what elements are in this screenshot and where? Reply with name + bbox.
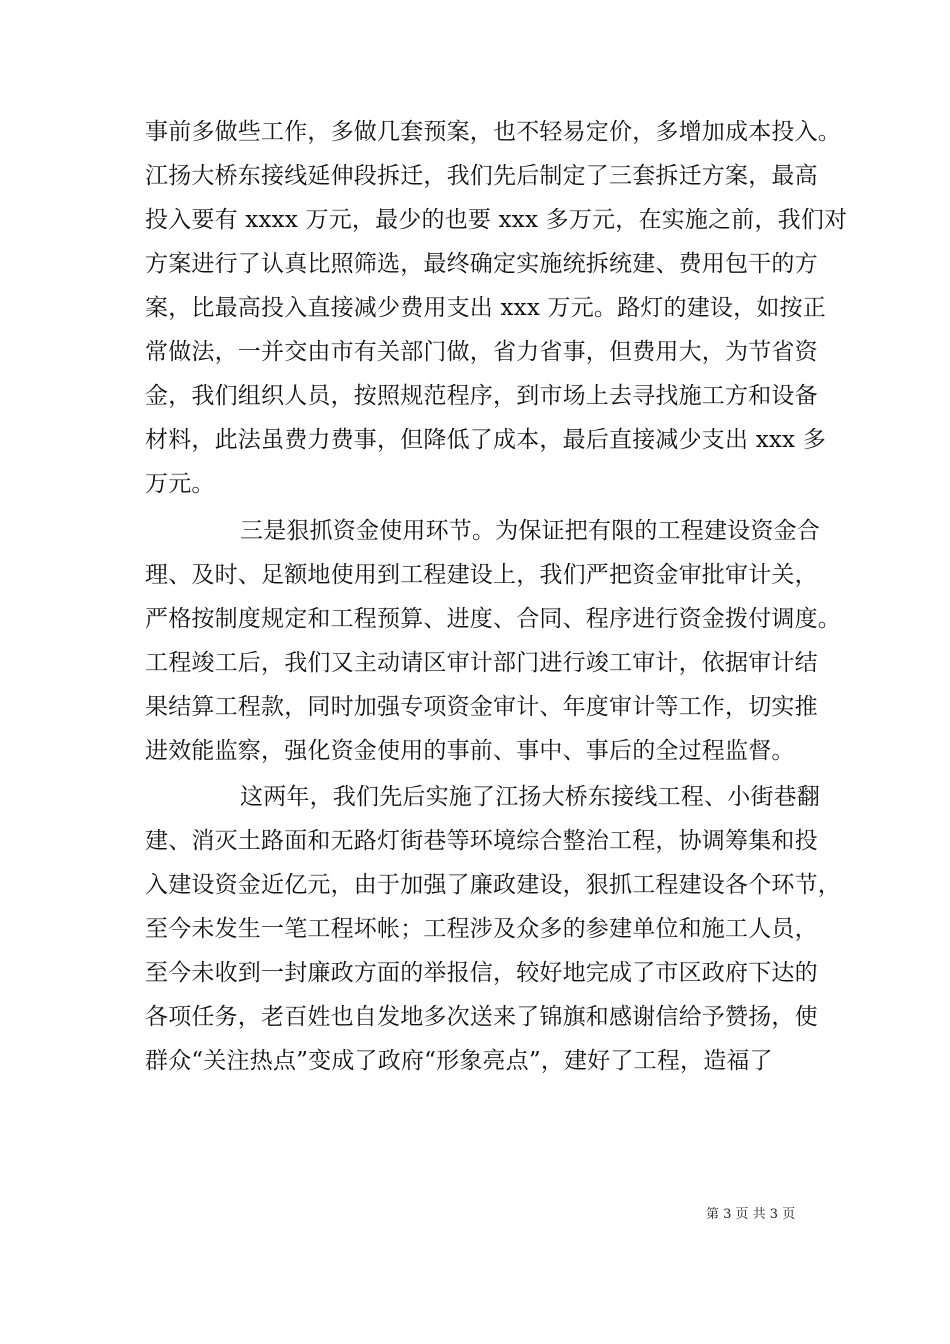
- body-text-line: 理、及时、足额地使用到工程建设上，我们严把资金审批审计关，: [145, 562, 818, 588]
- body-text-line: 万元。: [145, 471, 215, 497]
- body-text-line: 江扬大桥东接线延伸段拆迁，我们先后制定了三套拆迁方案，最高: [145, 163, 818, 189]
- body-text-line: 至今未收到一封廉政方面的举报信，较好地完成了市区政府下达的: [145, 960, 818, 986]
- body-text-line: 至今未发生一笔工程坏帐；工程涉及众多的参建单位和施工人员，: [145, 916, 818, 942]
- body-text-line: 材料，此法虽费力费事，但降低了成本，最后直接减少支出 xxx 多: [145, 427, 826, 453]
- body-text-line: 建、消灭土路面和无路灯街巷等环境综合整治工程，协调筹集和投: [145, 828, 818, 854]
- body-text-line: 事前多做些工作，多做几套预案，也不轻易定价，多增加成本投入。: [145, 119, 841, 145]
- body-text-line: 果结算工程款，同时加强专项资金审计、年度审计等工作，切实推: [145, 694, 818, 720]
- body-text-line: 投入要有 xxxx 万元，最少的也要 xxx 多万元，在实施之前，我们对: [145, 207, 848, 233]
- body-text-line: 工程竣工后，我们又主动请区审计部门进行竣工审计，依据审计结: [145, 650, 818, 676]
- page-number-footer: 第 3 页 共 3 页: [706, 1207, 796, 1222]
- body-text-line: 这两年，我们先后实施了江扬大桥东接线工程、小街巷翻: [240, 784, 820, 810]
- body-text-line: 入建设资金近亿元，由于加强了廉政建设，狠抓工程建设各个环节，: [145, 872, 841, 898]
- body-text-line: 群众“关注热点”变成了政府“形象亮点”，建好了工程，造福了: [145, 1048, 773, 1074]
- body-text-line: 进效能监察，强化资金使用的事前、事中、事后的全过程监督。: [145, 738, 795, 764]
- body-text-line: 案，比最高投入直接减少费用支出 xxx 万元。路灯的建设，如按正: [145, 295, 826, 321]
- body-text-line: 常做法，一并交由市有关部门做，省力省事，但费用大，为节省资: [145, 339, 818, 365]
- body-text-line: 金，我们组织人员，按照规范程序，到市场上去寻找施工方和设备: [145, 383, 818, 409]
- body-text-line: 各项任务，老百姓也自发地多次送来了锦旗和感谢信给予赞扬，使: [145, 1004, 818, 1030]
- body-text-line: 方案进行了认真比照筛选，最终确定实施统拆统建、费用包干的方: [145, 251, 818, 277]
- body-text-line: 严格按制度规定和工程预算、进度、合同、程序进行资金拨付调度。: [145, 606, 841, 632]
- body-text-line: 三是狠抓资金使用环节。为保证把有限的工程建设资金合: [240, 518, 820, 544]
